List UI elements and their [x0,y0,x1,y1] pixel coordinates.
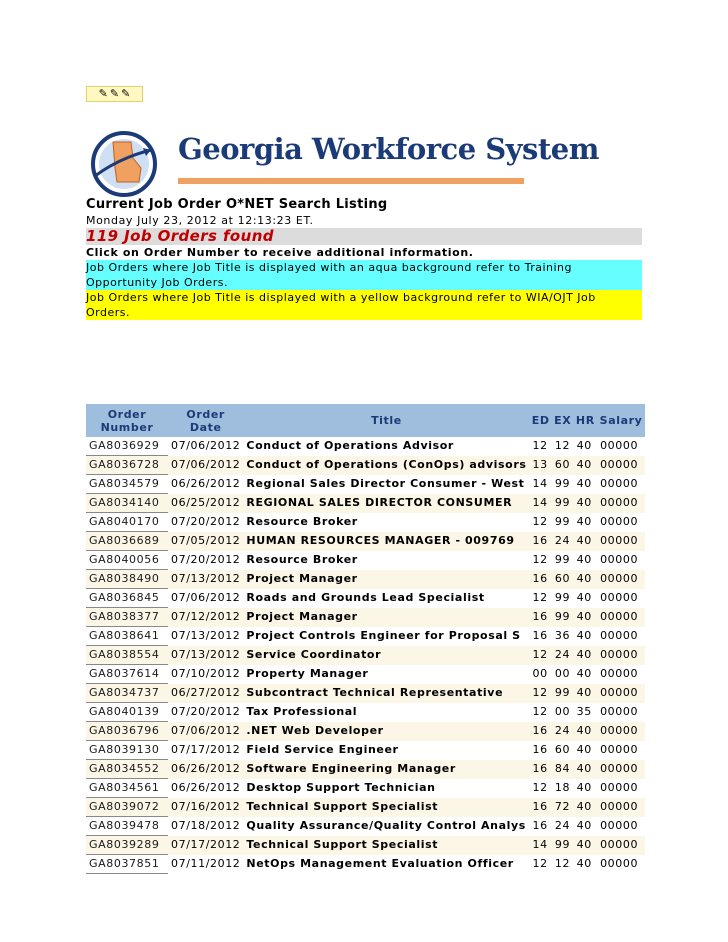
salary: 00000 [597,722,645,741]
order-date: 07/05/2012 [168,532,243,551]
order-date: 07/06/2012 [168,456,243,475]
job-title: Regional Sales Director Consumer - West [243,475,529,494]
experience-months: 00 [552,703,574,722]
logo-text: Georgia Workforce System [178,132,599,166]
order-date: 06/27/2012 [168,684,243,703]
experience-months: 99 [552,494,574,513]
order-number-link[interactable]: GA8036689 [86,532,168,551]
experience-months: 99 [552,684,574,703]
hours: 40 [574,570,597,589]
results-count: 119 Job Orders found [86,228,642,245]
aqua-legend-note: Job Orders where Job Title is displayed with an aqua background refer to Training Opportunity Job Orders. [86,260,642,290]
salary: 00000 [597,703,645,722]
order-number-link[interactable]: GA8034737 [86,684,168,703]
hours: 40 [574,437,597,456]
hours: 40 [574,684,597,703]
education-level: 16 [530,627,552,646]
hours: 40 [574,627,597,646]
order-date: 07/18/2012 [168,817,243,836]
experience-months: 99 [552,836,574,855]
experience-months: 24 [552,532,574,551]
table-row [86,475,645,494]
hours: 40 [574,475,597,494]
experience-months: 60 [552,741,574,760]
table-row [86,513,645,532]
job-title: Project Manager [243,608,529,627]
salary: 00000 [597,513,645,532]
order-number-link[interactable]: GA8034140 [86,494,168,513]
order-number-link[interactable]: GA8039130 [86,741,168,760]
salary: 00000 [597,855,645,874]
hours: 40 [574,665,597,684]
job-title: Quality Assurance/Quality Control Analys [243,817,529,836]
hours: 40 [574,608,597,627]
education-level: 12 [530,437,552,456]
hours: 40 [574,646,597,665]
hours: 40 [574,722,597,741]
salary: 00000 [597,817,645,836]
salary: 00000 [597,456,645,475]
job-title: Resource Broker [243,551,529,570]
experience-months: 99 [552,608,574,627]
experience-months: 24 [552,646,574,665]
job-title: HUMAN RESOURCES MANAGER - 009769 [243,532,529,551]
order-number-link[interactable]: GA8036929 [86,437,168,456]
experience-months: 18 [552,779,574,798]
col-salary: Salary [597,404,645,437]
job-title: Tax Professional [243,703,529,722]
hours: 40 [574,855,597,874]
job-title: REGIONAL SALES DIRECTOR CONSUMER [243,494,529,513]
experience-months: 00 [552,665,574,684]
nav-icons [86,86,143,102]
order-number-link[interactable]: GA8034552 [86,760,168,779]
education-level: 14 [530,494,552,513]
salary: 00000 [597,608,645,627]
table-row [86,760,645,779]
logo-underline [178,178,524,184]
col-order-date: Order Date [168,404,243,437]
order-date: 07/06/2012 [168,722,243,741]
order-number-link[interactable]: GA8038490 [86,570,168,589]
experience-months: 24 [552,817,574,836]
job-title: Subcontract Technical Representative [243,684,529,703]
education-level: 14 [530,836,552,855]
table-row [86,722,645,741]
order-date: 07/17/2012 [168,741,243,760]
order-number-link[interactable]: GA8037614 [86,665,168,684]
order-number-link[interactable]: GA8034579 [86,475,168,494]
salary: 00000 [597,551,645,570]
table-row [86,779,645,798]
page-title: Current Job Order O*NET Search Listing [86,197,388,212]
job-title: Resource Broker [243,513,529,532]
education-level: 12 [530,855,552,874]
order-date: 07/12/2012 [168,608,243,627]
table-row [86,589,645,608]
order-date: 07/17/2012 [168,836,243,855]
logo [86,124,599,202]
salary: 00000 [597,684,645,703]
education-level: 12 [530,589,552,608]
table-row [86,456,645,475]
education-level: 12 [530,684,552,703]
search-datetime: Monday July 23, 2012 at 12:13:23 ET. [86,214,314,227]
order-date: 07/20/2012 [168,703,243,722]
col-ex: EX [552,404,574,437]
hours: 40 [574,513,597,532]
education-level: 16 [530,608,552,627]
hours: 40 [574,589,597,608]
order-number-link[interactable]: GA8038554 [86,646,168,665]
job-title: Field Service Engineer [243,741,529,760]
job-title: Technical Support Specialist [243,798,529,817]
table-row [86,608,645,627]
order-number-link[interactable]: GA8036796 [86,722,168,741]
experience-months: 12 [552,437,574,456]
table-row [86,855,645,874]
job-orders-table [86,404,645,874]
col-ed: ED [530,404,552,437]
georgia-map-logo-icon [89,128,159,198]
education-level: 16 [530,760,552,779]
job-title: Project Controls Engineer for Proposal S [243,627,529,646]
education-level: 16 [530,722,552,741]
job-title: Desktop Support Technician [243,779,529,798]
experience-months: 60 [552,570,574,589]
education-level: 12 [530,703,552,722]
table-header-row [86,404,645,437]
table-row [86,665,645,684]
salary: 00000 [597,570,645,589]
job-title: Property Manager [243,665,529,684]
order-date: 07/06/2012 [168,437,243,456]
order-date: 06/26/2012 [168,779,243,798]
salary: 00000 [597,646,645,665]
salary: 00000 [597,532,645,551]
hours: 40 [574,817,597,836]
hours: 40 [574,836,597,855]
hours: 40 [574,798,597,817]
table-row [86,494,645,513]
table-row [86,646,645,665]
salary: 00000 [597,589,645,608]
order-date: 07/16/2012 [168,798,243,817]
salary: 00000 [597,779,645,798]
experience-months: 24 [552,722,574,741]
salary: 00000 [597,741,645,760]
pencil-icon[interactable]: ✎ [121,87,131,100]
experience-months: 99 [552,475,574,494]
table-row [86,627,645,646]
table-row [86,836,645,855]
experience-months: 72 [552,798,574,817]
experience-months: 99 [552,513,574,532]
table-row [86,551,645,570]
order-number-link[interactable]: GA8040056 [86,551,168,570]
order-date: 07/20/2012 [168,513,243,532]
order-date: 07/13/2012 [168,570,243,589]
table-row [86,570,645,589]
job-title: Project Manager [243,570,529,589]
education-level: 00 [530,665,552,684]
education-level: 16 [530,570,552,589]
education-level: 16 [530,798,552,817]
order-date: 06/26/2012 [168,475,243,494]
order-date: 06/26/2012 [168,760,243,779]
col-title: Title [243,404,529,437]
hours: 40 [574,760,597,779]
experience-months: 60 [552,456,574,475]
col-hr: HR [574,404,597,437]
table-row [86,684,645,703]
pencil-icon[interactable]: ✎ [98,87,108,100]
salary: 00000 [597,437,645,456]
order-date: 07/20/2012 [168,551,243,570]
table-row [86,703,645,722]
table-row [86,437,645,456]
order-number-link[interactable]: GA8036728 [86,456,168,475]
order-number-link[interactable]: GA8039289 [86,836,168,855]
listing-header [86,196,642,320]
education-level: 13 [530,456,552,475]
order-date: 07/11/2012 [168,855,243,874]
hours: 40 [574,741,597,760]
order-date: 07/13/2012 [168,646,243,665]
experience-months: 12 [552,855,574,874]
order-number-link[interactable]: GA8039072 [86,798,168,817]
order-number-link[interactable]: GA8036845 [86,589,168,608]
job-title: Software Engineering Manager [243,760,529,779]
order-date: 07/13/2012 [168,627,243,646]
job-title: Service Coordinator [243,646,529,665]
job-title: .NET Web Developer [243,722,529,741]
salary: 00000 [597,665,645,684]
experience-months: 99 [552,589,574,608]
table-row [86,817,645,836]
yellow-legend-note: Job Orders where Job Title is displayed with a yellow background refer to WIA/OJT Job Orders. [86,290,642,320]
salary: 00000 [597,798,645,817]
hours: 40 [574,456,597,475]
education-level: 12 [530,646,552,665]
order-date: 07/10/2012 [168,665,243,684]
order-number-link[interactable]: GA8037851 [86,855,168,874]
experience-months: 84 [552,760,574,779]
job-title: NetOps Management Evaluation Officer [243,855,529,874]
table-row [86,532,645,551]
education-level: 12 [530,779,552,798]
order-number-link[interactable]: GA8038641 [86,627,168,646]
salary: 00000 [597,836,645,855]
order-number-link[interactable]: GA8040139 [86,703,168,722]
hours: 35 [574,703,597,722]
pencil-icon[interactable]: ✎ [109,87,120,100]
salary: 00000 [597,475,645,494]
education-level: 16 [530,532,552,551]
education-level: 16 [530,741,552,760]
table-row [86,798,645,817]
salary: 00000 [597,494,645,513]
click-instruction: Click on Order Number to receive additional information. [86,246,474,259]
job-title: Conduct of Operations (ConOps) advisors [243,456,529,475]
order-number-link[interactable]: GA8040170 [86,513,168,532]
order-number-link[interactable]: GA8039478 [86,817,168,836]
order-date: 07/06/2012 [168,589,243,608]
order-number-link[interactable]: GA8038377 [86,608,168,627]
education-level: 12 [530,513,552,532]
hours: 40 [574,551,597,570]
experience-months: 36 [552,627,574,646]
hours: 40 [574,494,597,513]
education-level: 16 [530,817,552,836]
order-number-link[interactable]: GA8034561 [86,779,168,798]
salary: 00000 [597,760,645,779]
education-level: 14 [530,475,552,494]
col-order-number: Order Number [86,404,168,437]
salary: 00000 [597,627,645,646]
hours: 40 [574,779,597,798]
experience-months: 99 [552,551,574,570]
job-title: Roads and Grounds Lead Specialist [243,589,529,608]
education-level: 12 [530,551,552,570]
job-title: Conduct of Operations Advisor [243,437,529,456]
job-title: Technical Support Specialist [243,836,529,855]
order-date: 06/25/2012 [168,494,243,513]
hours: 40 [574,532,597,551]
table-row [86,741,645,760]
